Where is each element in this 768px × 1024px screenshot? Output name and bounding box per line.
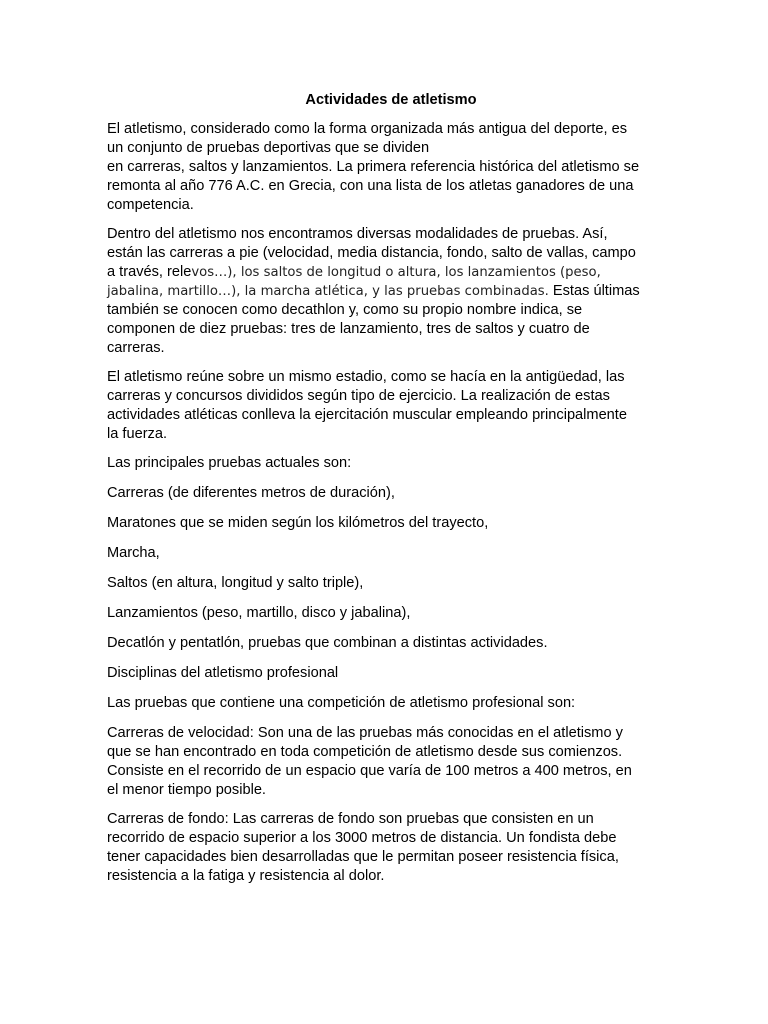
paragraph-sprint (107, 724, 667, 800)
paragraph-line: el menor tiempo posible. (107, 782, 266, 798)
paragraph-line: recorrido de espacio superior a los 3000 metros de distancia. Un fondista debe (107, 830, 617, 846)
document-title: Actividades de atletismo (305, 92, 477, 108)
paragraph-line (107, 282, 667, 301)
paragraph-line: carreras y concursos divididos según tipo de ejercicio. La realización de estas (107, 388, 610, 404)
paragraph-line: están las carreras a pie (velocidad, media distancia, fondo, salto de vallas, campo (107, 245, 636, 261)
section-intro: Las pruebas que contiene una competición de atletismo profesional son: (107, 695, 576, 711)
text-run: Estas últimas (548, 283, 640, 299)
paragraph-intro (107, 120, 667, 215)
paragraph-line (107, 263, 667, 282)
paragraph-line: Consiste en el recorrido de un espacio que varía de 100 metros a 400 metros, en (107, 763, 632, 779)
paragraph-line: la fuerza. (107, 426, 168, 442)
paragraph-line: carreras. (107, 340, 165, 356)
paragraph-line: Dentro del atletismo nos encontramos diversas modalidades de pruebas. Así, (107, 226, 608, 242)
list-item: Carreras (de diferentes metros de duración), (107, 485, 395, 501)
list-item: Lanzamientos (peso, martillo, disco y jabalina), (107, 605, 411, 621)
list-item: Marcha, (107, 545, 160, 561)
paragraph-line: actividades atléticas conlleva la ejercitación muscular empleando principalmente (107, 407, 627, 423)
paragraph-modalities (107, 225, 667, 358)
paragraph-line: El atletismo reúne sobre un mismo estadio, como se hacía en la antigüedad, las (107, 369, 625, 385)
paragraph-line: tener capacidades bien desarrolladas que le permitan poseer resistencia física, (107, 849, 619, 865)
list-item: Saltos (en altura, longitud y salto triple), (107, 575, 364, 591)
pasted-text-run: vos…), los saltos de longitud o altura, los lanzamientos (peso, (191, 265, 601, 280)
paragraph-line: Carreras de fondo: Las carreras de fondo son pruebas que consisten en un (107, 811, 594, 827)
paragraph-line: remonta al año 776 A.C. en Grecia, con una lista de los atletas ganadores de una (107, 178, 634, 194)
list-item: Decatlón y pentatlón, pruebas que combinan a distintas actividades. (107, 635, 548, 651)
paragraph-line: El atletismo, considerado como la forma organizada más antigua del deporte, es (107, 121, 627, 137)
pasted-text-run: jabalina, martillo…), la marcha atlética, y las pruebas combinadas. (107, 284, 549, 299)
paragraph-line: también se conocen como decathlon y, como su propio nombre indica, se (107, 302, 583, 318)
list-intro: Las principales pruebas actuales son: (107, 455, 352, 471)
section-subheading: Disciplinas del atletismo profesional (107, 665, 339, 681)
paragraph-distance (107, 810, 667, 886)
paragraph-line: Carreras de velocidad: Son una de las pruebas más conocidas en el atletismo y (107, 725, 623, 741)
paragraph-stadium (107, 368, 667, 444)
paragraph-line: un conjunto de pruebas deportivas que se dividen (107, 140, 430, 156)
paragraph-line: en carreras, saltos y lanzamientos. La primera referencia histórica del atletismo se (107, 159, 640, 175)
paragraph-line: competencia. (107, 197, 194, 213)
text-run: a través, rele (107, 264, 192, 280)
document-body (107, 91, 667, 896)
paragraph-line: que se han encontrado en toda competición de atletismo desde sus comienzos. (107, 744, 623, 760)
list-item: Maratones que se miden según los kilómetros del trayecto, (107, 515, 489, 531)
paragraph-line: resistencia a la fatiga y resistencia al dolor. (107, 868, 385, 884)
paragraph-line: componen de diez pruebas: tres de lanzamiento, tres de saltos y cuatro de (107, 321, 590, 337)
